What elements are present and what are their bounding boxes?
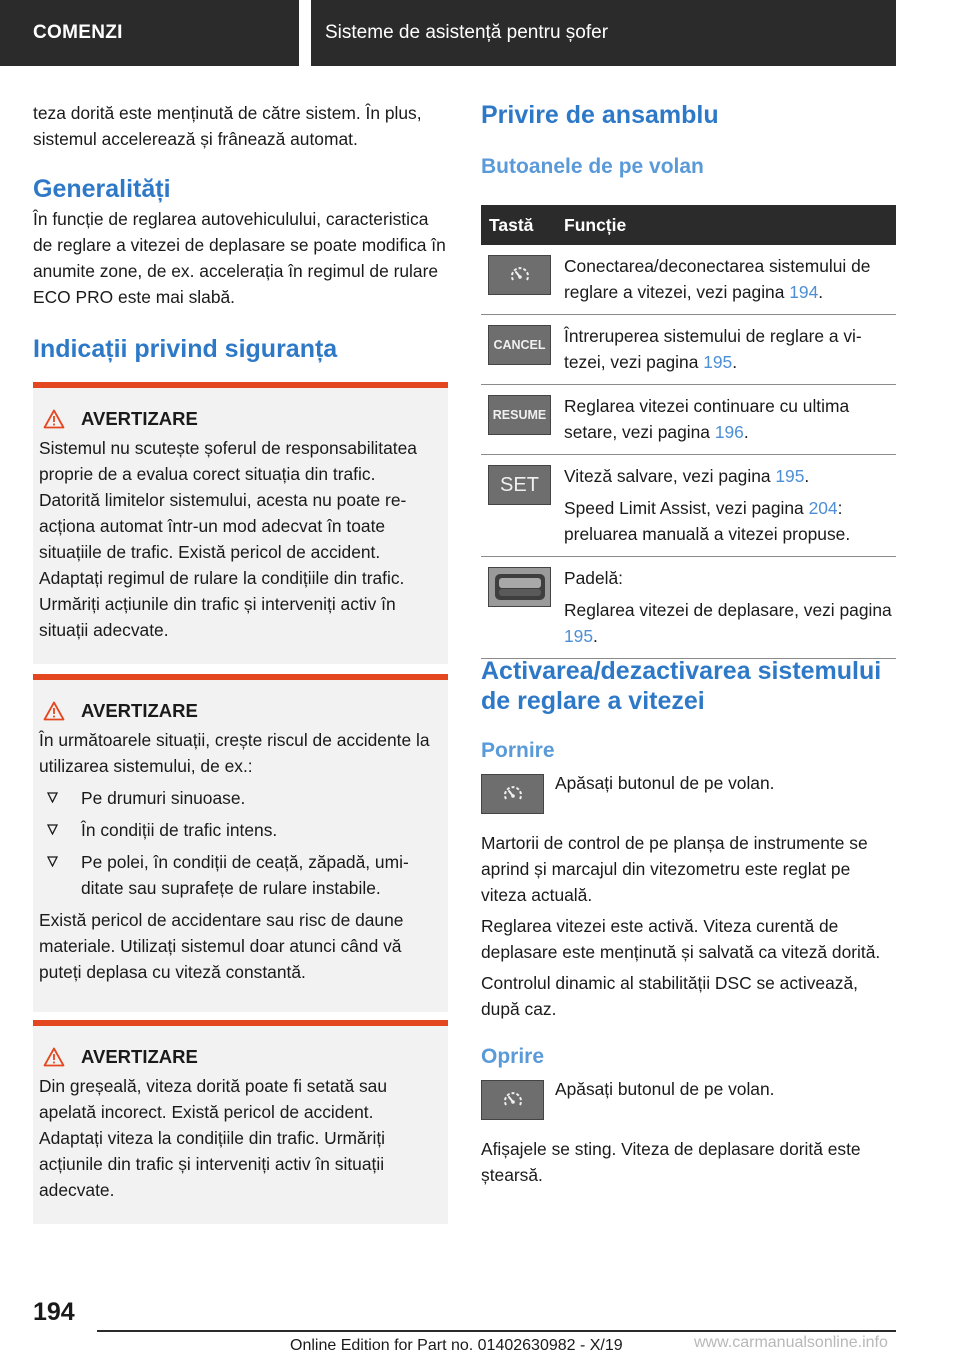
row-function-text: Viteză salvare, vezi pagina 195. Speed Limit Assist, vezi pagina 204: preluarea manuală a vitezei propuse. — [564, 466, 851, 544]
bullet-triangle-icon — [39, 785, 81, 811]
start-press-text: Apăsați butonul de pe volan. — [555, 773, 775, 793]
warning-box-2 — [33, 674, 448, 1012]
warning-text-after: Există pericol de accidentare sau risc de daune materiale. Utilizați sistemul doar atunci când vă puteți deplasa cu viteză constantă. — [39, 910, 404, 982]
table-row — [481, 455, 896, 557]
row-function-text: Padelă: Reglarea vitezei de deplasare, vezi pagina 195. — [564, 568, 892, 646]
warning-title: AVERTIZARE — [39, 408, 440, 430]
warning-title: AVERTIZARE — [39, 700, 440, 722]
page-number: 194 — [33, 1298, 75, 1326]
chapter-header: COMENZI — [0, 0, 299, 66]
column-header-key: Tastă — [489, 214, 534, 235]
warning-text: În următoarele situații, crește riscul de accidente la utilizarea sistemului, de ex.: — [39, 730, 430, 776]
warning-triangle-icon — [43, 1047, 65, 1067]
stop-press-text: Apăsați butonul de pe volan. — [555, 1079, 775, 1099]
row-function-text: Reglarea vitezei continuare cu ultima setare, vezi pagina 196. — [564, 396, 850, 442]
page-reference-link[interactable]: 195 — [703, 352, 733, 372]
start-paragraph-3: Controlul dinamic al stabilității DSC se activează, după caz. — [481, 973, 858, 1019]
footer-divider — [97, 1330, 896, 1332]
table-row — [481, 385, 896, 455]
warning-box-3 — [33, 1020, 448, 1224]
stop-paragraph-1: Afișajele se sting. Viteza de deplasare dorită este ștearsă. — [481, 1139, 861, 1185]
warning-triangle-icon — [43, 409, 65, 429]
page-reference-link[interactable]: 194 — [789, 282, 819, 302]
watermark-text: www.carmanualsonline.info — [694, 1334, 888, 1351]
rocker-paddle-image — [488, 567, 551, 607]
list-item: Pe polei, în condiții de ceață, zăpadă, umiditate sau suprafețe de rulare instabile. — [39, 849, 440, 901]
cruise-control-button-image — [488, 255, 551, 295]
resume-button-image: RESUME — [488, 395, 551, 435]
cancel-button-image: CANCEL — [488, 325, 551, 365]
table-header — [481, 205, 896, 245]
bullet-triangle-icon — [39, 817, 81, 843]
warning-triangle-icon — [43, 701, 65, 721]
warning-title: AVERTIZARE — [39, 1046, 440, 1068]
speedometer-icon — [502, 1090, 524, 1110]
speedometer-icon — [502, 784, 524, 804]
start-paragraph-1: Martorii de control de pe planșa de instrumente se aprind și marcajul din vitezometru este reglat pe viteza actuală. — [481, 833, 868, 905]
edition-text: Online Edition for Part no. 01402630982 - X/19 — [290, 1337, 623, 1354]
page-reference-link[interactable]: 195 — [775, 466, 805, 486]
cruise-control-button-image — [481, 774, 544, 814]
column-header-function: Funcție — [564, 214, 627, 235]
table-row — [481, 315, 896, 385]
paddle-icon — [493, 572, 547, 602]
buttons-heading: Butoanele de pe volan — [481, 155, 704, 178]
activation-section — [481, 656, 896, 1188]
buttons-table — [481, 205, 896, 659]
bullet-triangle-icon — [39, 849, 81, 901]
warning-text: Sistemul nu scutește șoferul de responsabilitatea proprie de a evalua corect situația din trafic. Datorită limitelor sistemului, acesta nu poate reacționa automat într-un mod adecvat în toate situațiile de trafic. Există pericol de accident. Adaptați regimul de rulare la condițiile din trafic. Urmăriți acțiunile din trafic și interveniți activ în situații adecvate. — [39, 438, 417, 640]
list-item: În condiții de trafic intens. — [39, 817, 440, 843]
left-column — [33, 100, 448, 364]
overview-heading: Privire de ansamblu — [481, 101, 719, 129]
activation-heading: Activarea/dezactivarea sistemului de reglare a vitezei — [481, 657, 882, 715]
start-paragraph-2: Reglarea vitezei este activă. Viteza curentă de deplasare este menținută și salvată ca viteză dorită. — [481, 916, 881, 962]
warning-box-1 — [33, 382, 448, 664]
warning-text: Din greșeală, viteza dorită poate fi setată sau apelată incorect. Există pericol de accident. Adaptați viteza la condițiile din trafic. Urmăriți acțiunile din trafic și interveniți activ în situații adecvate. — [39, 1076, 388, 1200]
row-function-text: Conectarea/deconectarea sistemului de reglare a vitezei, vezi pagina 194. — [564, 256, 871, 302]
page-reference-link[interactable]: 195 — [564, 626, 594, 646]
speedometer-icon — [509, 265, 531, 285]
cruise-control-button-image — [481, 1080, 544, 1120]
intro-paragraph: teza dorită este menținută de către sistem. În plus, sistemul accelerează și frânează automat. — [33, 103, 422, 149]
stop-heading: Oprire — [481, 1045, 545, 1068]
page-reference-link[interactable]: 204 — [808, 498, 838, 518]
row-function-text: Întreruperea sistemului de reglare a vitezei, vezi pagina 195. — [564, 326, 862, 372]
table-row — [481, 557, 896, 659]
right-column — [481, 100, 896, 180]
list-item: Pe drumuri sinuoase. — [39, 785, 440, 811]
table-row — [481, 245, 896, 315]
general-heading: Generalități — [33, 175, 171, 203]
page-reference-link[interactable]: 196 — [714, 422, 744, 442]
start-heading: Pornire — [481, 739, 555, 762]
general-paragraph: În funcție de reglarea autovehiculului, caracteristica de reglare a vitezei de deplasare se poate modifica în anumite zone, de ex. accelerația în regimul de rulare ECO PRO este mai slabă. — [33, 209, 446, 307]
safety-heading: Indicații privind siguranța — [33, 335, 338, 363]
section-header: Sisteme de asistență pentru șofer — [311, 0, 896, 66]
set-button-image: SET — [488, 465, 551, 505]
